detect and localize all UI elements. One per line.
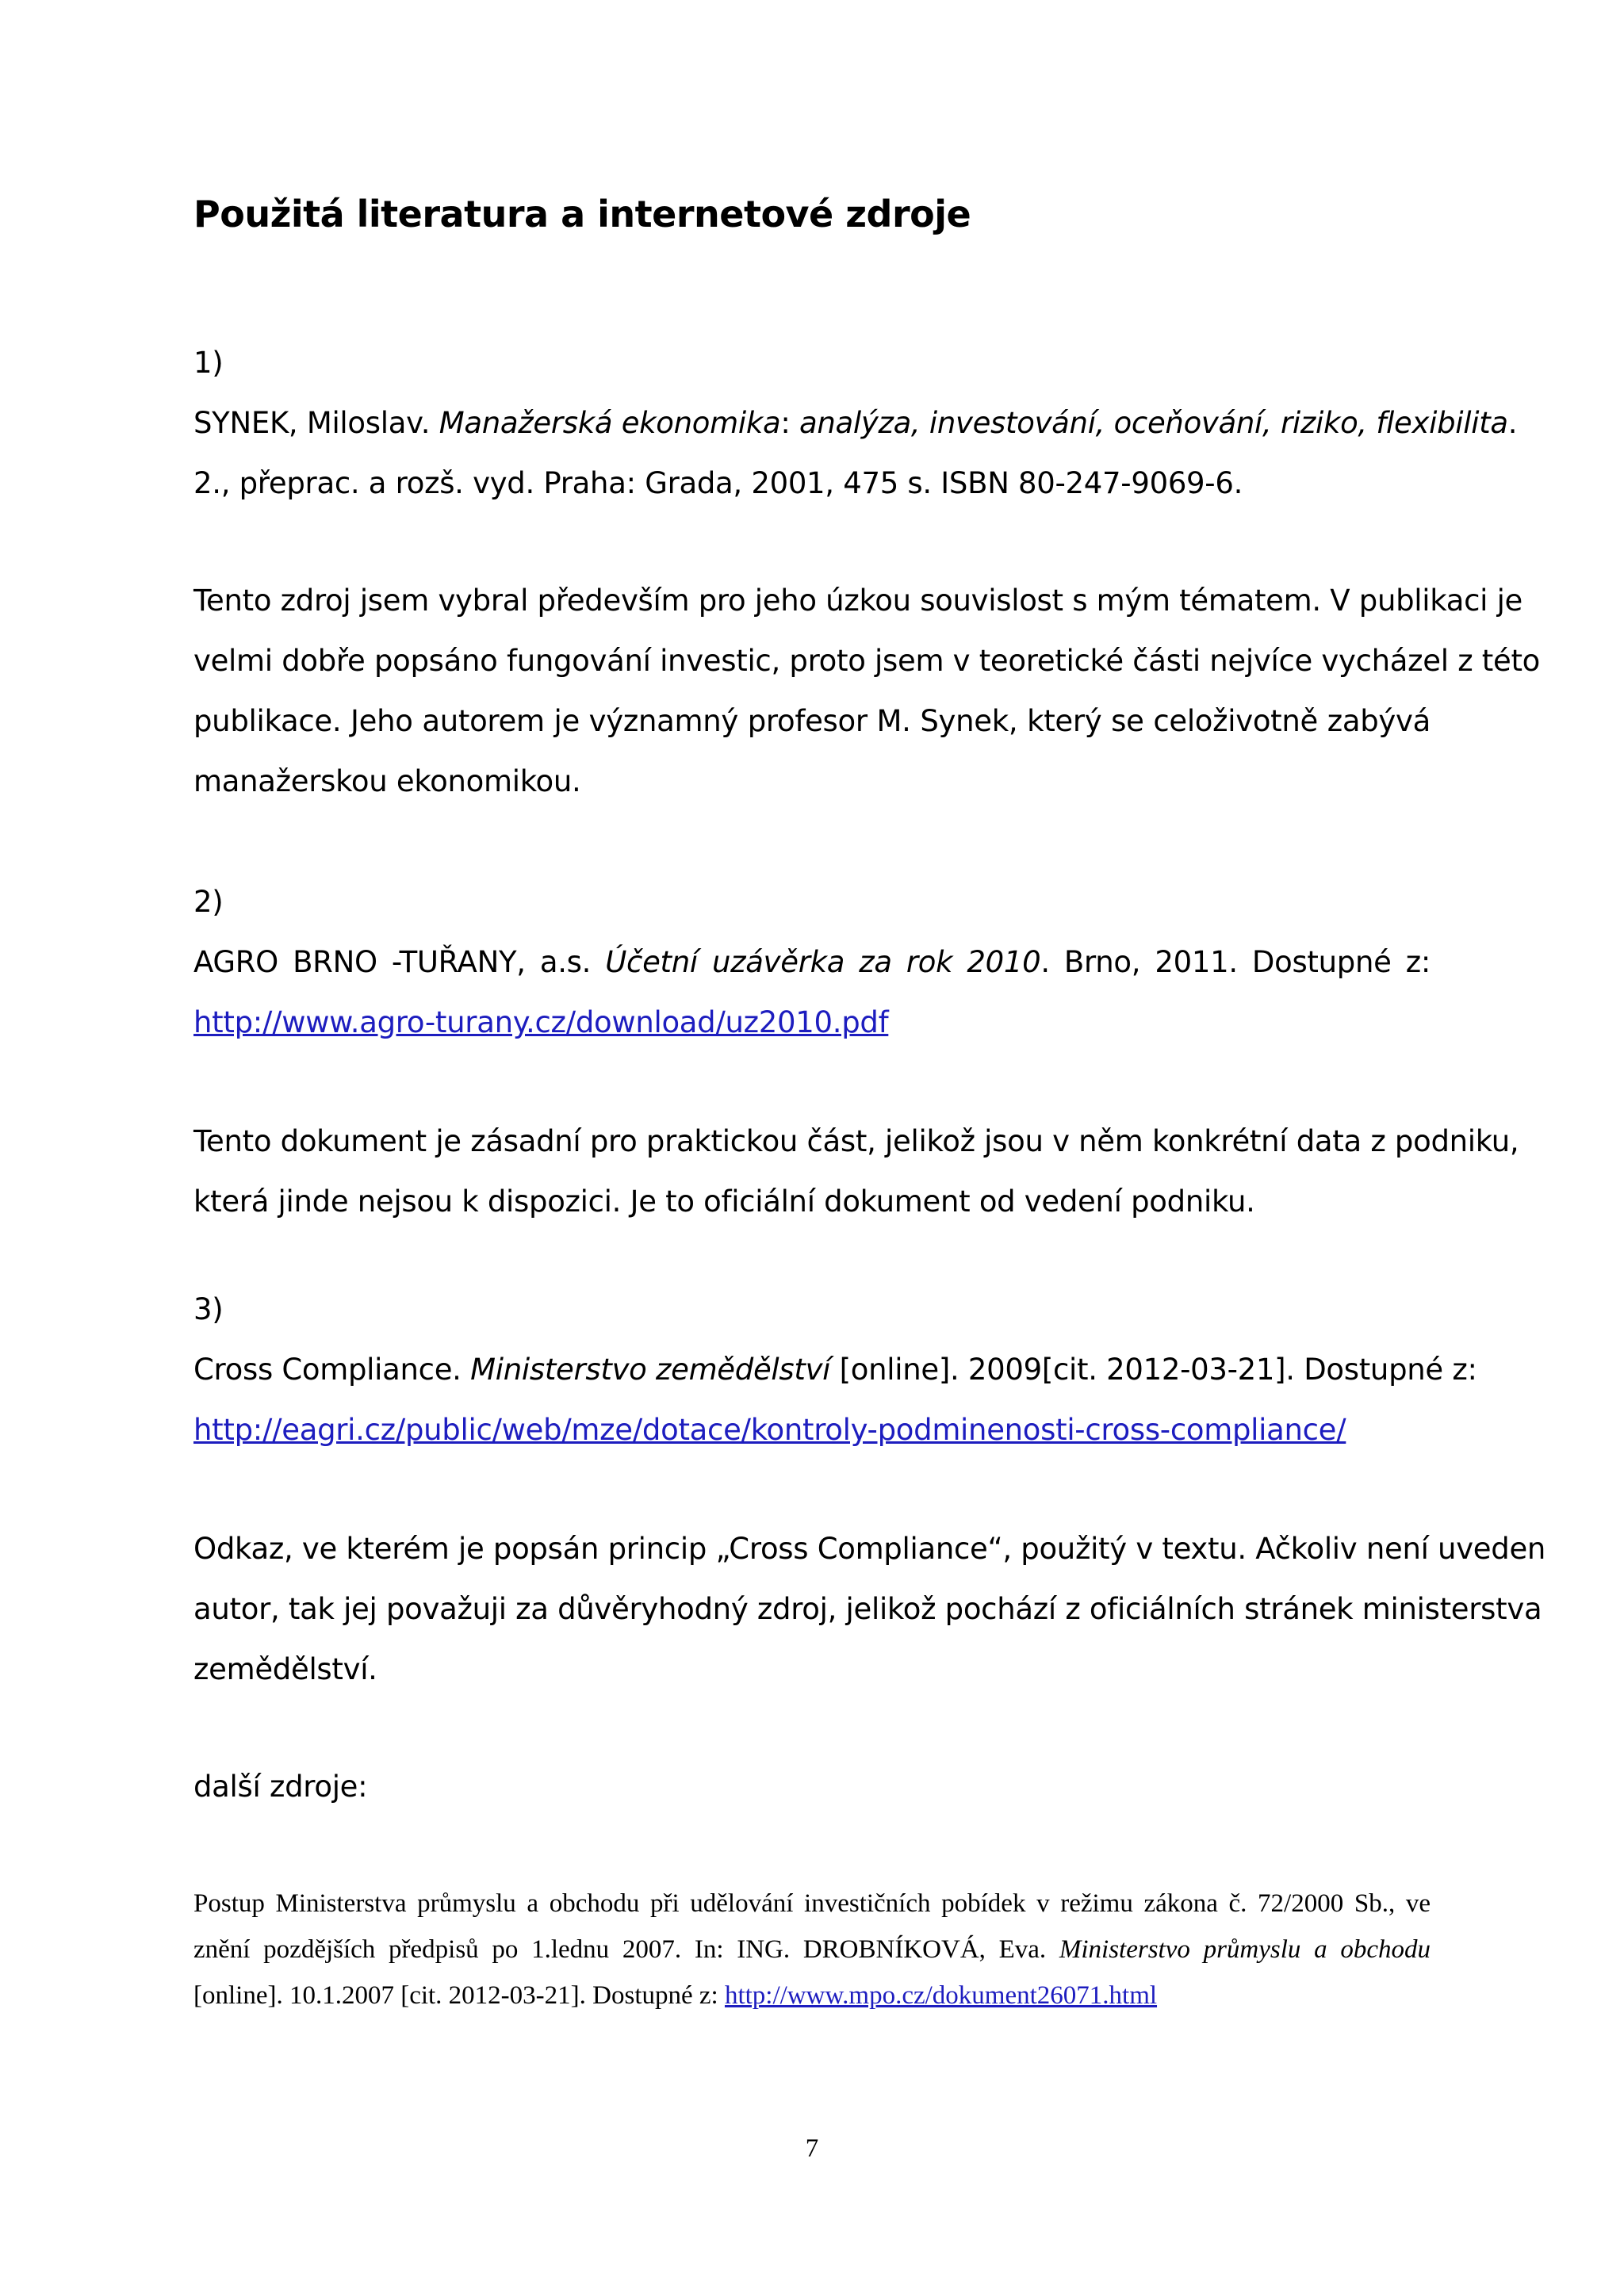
citation-link[interactable]: http://eagri.cz/public/web/mze/dotace/kontroly-podminenosti-cross-compliance/ (193, 1413, 1346, 1447)
citation-suffix: . Brno, 2011. Dostupné z: (1040, 945, 1431, 979)
other-source-text: [online]. 10.1.2007 [cit. 2012-03-21]. Dostupné z: (193, 1981, 725, 2010)
citation-author: SYNEK, Miloslav. (193, 406, 439, 440)
citation-separator: : (780, 406, 799, 440)
citation-title: Manažerská ekonomika (439, 406, 781, 440)
source-2 (193, 872, 1431, 1053)
comment-line: zemědělství. (193, 1652, 377, 1686)
citation-link-line (193, 1400, 1431, 1460)
source-1 (193, 333, 1518, 514)
other-source-line (193, 1973, 1431, 2019)
other-source-title: Ministerstvo průmyslu a obchodu (1059, 1935, 1431, 1964)
source-2-comment (193, 1112, 1519, 1232)
citation-subtitle: analýza, investování, oceňování, riziko, flexibilita (799, 406, 1508, 440)
citation-line (193, 393, 1518, 453)
other-source (193, 1881, 1431, 2019)
source-3 (193, 1280, 1477, 1460)
source-1-comment (193, 571, 1541, 812)
page-number: 7 (805, 2134, 819, 2163)
comment-line: Odkaz, ve kterém je popsán princip „Cross Compliance“, použitý v textu. Ačkoliv není uveden (193, 1532, 1546, 1566)
citation-period: . (1507, 406, 1518, 440)
citation-suffix: [online]. 2009[cit. 2012-03-21]. Dostupné z: (830, 1353, 1477, 1387)
source-number: 3) (193, 1292, 224, 1326)
other-sources-label: další zdroje: (193, 1770, 368, 1804)
other-source-line: Postup Ministerstva průmyslu a obchodu při udělování investičních pobídek v režimu zákona č. 72/2000 Sb., ve (193, 1889, 1431, 1918)
other-source-text: znění pozdějších předpisů po 1.lednu 2007. In: ING. DROBNÍKOVÁ, Eva. (193, 1935, 1059, 1964)
citation-title: Ministerstvo zemědělství (470, 1353, 831, 1387)
source-number: 1) (193, 346, 224, 380)
comment-line: Tento zdroj jsem vybral především pro jeho úzkou souvislost s mým tématem. V publikaci je (193, 584, 1523, 618)
source-3-comment (193, 1519, 1546, 1700)
source-number: 2) (193, 885, 224, 919)
citation-publication-line: 2., přeprac. a rozš. vyd. Praha: Grada, 2001, 475 s. ISBN 80-247-9069-6. (193, 466, 1243, 500)
citation-line (193, 932, 1431, 993)
page-title: Použitá literatura a internetové zdroje (193, 193, 971, 235)
comment-line: autor, tak jej považuji za důvěryhodný zdroj, jelikož pochází z oficiálních stránek ministerstva (193, 1592, 1542, 1626)
other-source-link[interactable]: http://www.mpo.cz/dokument26071.html (724, 1981, 1158, 2010)
citation-author: Cross Compliance. (193, 1353, 471, 1387)
citation-link[interactable]: http://www.agro-turany.cz/download/uz2010.pdf (193, 1005, 889, 1039)
other-source-line (193, 1927, 1431, 1973)
comment-line: publikace. Jeho autorem je významný profesor M. Synek, který se celoživotně zabývá (193, 704, 1431, 738)
citation-author: AGRO BRNO -TUŘANY, a.s. (193, 945, 606, 979)
citation-link-line (193, 993, 1431, 1053)
comment-line: Tento dokument je zásadní pro praktickou část, jelikož jsou v něm konkrétní data z podniku, (193, 1124, 1519, 1158)
citation-line (193, 1340, 1477, 1400)
comment-line: která jinde nejsou k dispozici. Je to oficiální dokument od vedení podniku. (193, 1184, 1255, 1219)
comment-line: velmi dobře popsáno fungování investic, proto jsem v teoretické části nejvíce vycházel z této (193, 644, 1541, 678)
comment-line: manažerskou ekonomikou. (193, 764, 581, 798)
citation-title: Účetní uzávěrka za rok 2010 (605, 945, 1041, 979)
